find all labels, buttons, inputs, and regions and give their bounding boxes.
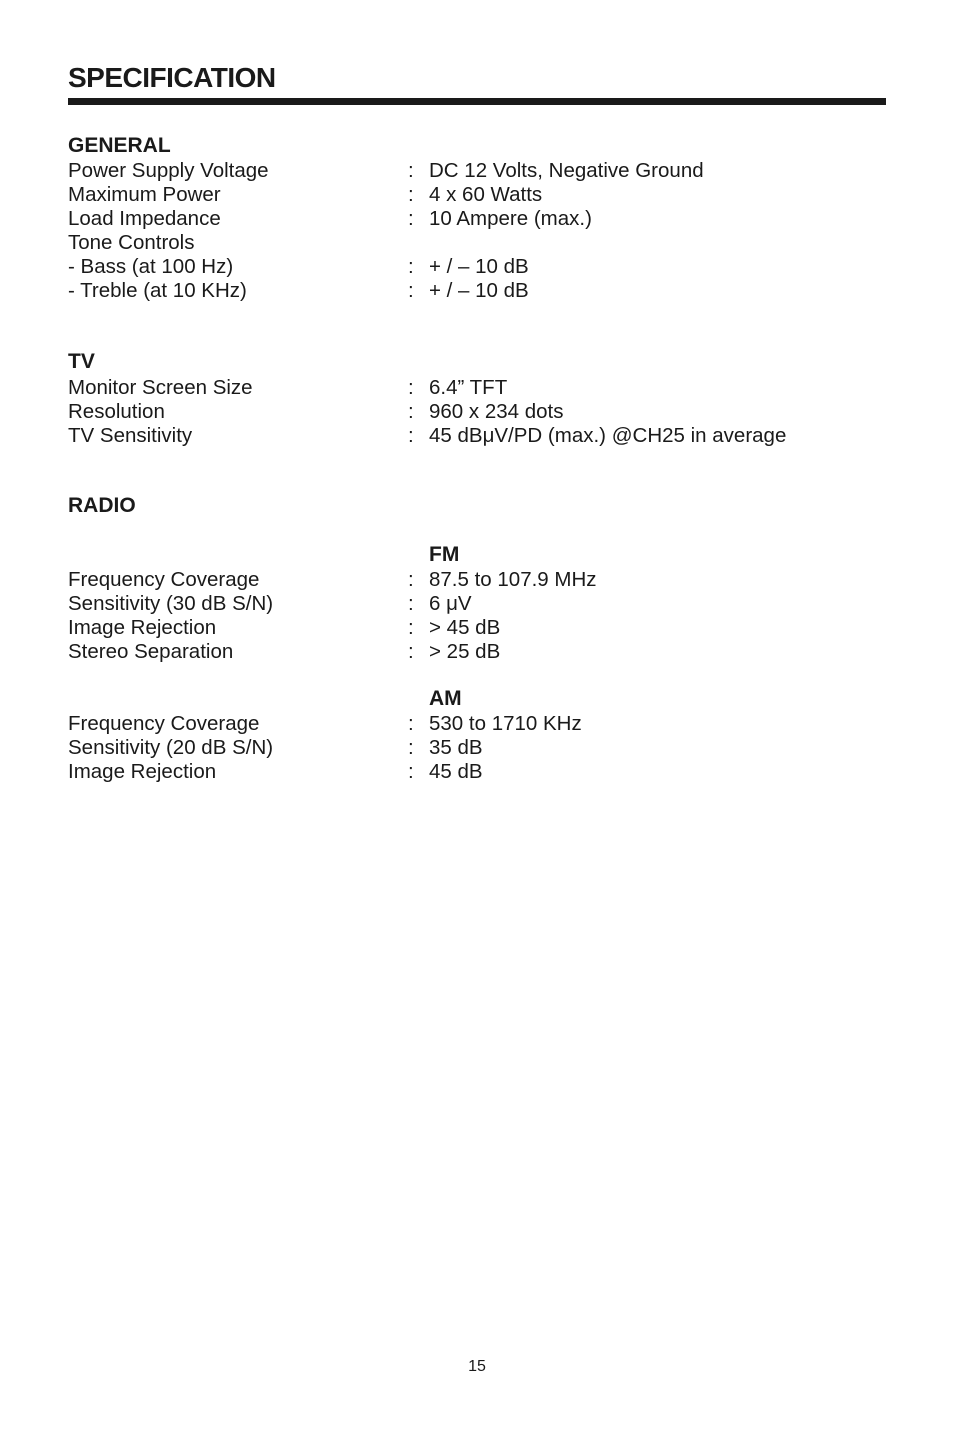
general-spec-list <box>68 159 886 303</box>
page-title: SPECIFICATION <box>68 62 276 93</box>
spec-label: Monitor Screen Size <box>68 376 253 399</box>
spec-colon: : <box>408 760 414 783</box>
spec-row <box>68 183 886 207</box>
spec-label: Resolution <box>68 400 165 423</box>
spec-row <box>68 207 886 231</box>
spec-colon: : <box>408 712 414 735</box>
spec-value: 10 Ampere (max.) <box>429 207 592 230</box>
spec-value: DC 12 Volts, Negative Ground <box>429 159 704 182</box>
spec-colon: : <box>408 640 414 663</box>
spec-label: Load Impedance <box>68 207 221 230</box>
spec-colon: : <box>408 255 414 278</box>
spec-row <box>68 712 886 736</box>
general-heading: GENERAL <box>68 134 171 157</box>
spec-row <box>68 279 886 303</box>
spec-row <box>68 592 886 616</box>
spec-colon: : <box>408 183 414 206</box>
spec-row <box>68 760 886 784</box>
spec-value: 87.5 to 107.9 MHz <box>429 568 597 591</box>
fm-heading: FM <box>429 543 460 566</box>
spec-value: 960 x 234 dots <box>429 400 564 423</box>
spec-value: 45 dB <box>429 760 483 783</box>
spec-value: > 45 dB <box>429 616 501 639</box>
spec-row <box>68 616 886 640</box>
spec-label: Power Supply Voltage <box>68 159 269 182</box>
spec-value: + / – 10 dB <box>429 255 529 278</box>
spec-label: TV Sensitivity <box>68 424 193 447</box>
spec-row <box>68 376 886 400</box>
spec-value: 6 μV <box>429 592 472 615</box>
spec-colon: : <box>408 736 414 759</box>
spec-colon: : <box>408 616 414 639</box>
spec-row <box>68 255 886 279</box>
spec-value: 6.4” TFT <box>429 376 508 399</box>
spec-colon: : <box>408 279 414 302</box>
spec-label: Tone Controls <box>68 231 195 254</box>
fm-spec-list <box>68 568 886 664</box>
spec-value: 4 x 60 Watts <box>429 183 543 206</box>
spec-colon: : <box>408 376 414 399</box>
spec-label: Image Rejection <box>68 760 217 783</box>
spec-label: Maximum Power <box>68 183 221 206</box>
spec-row <box>68 736 886 760</box>
spec-colon: : <box>408 207 414 230</box>
radio-heading: RADIO <box>68 494 136 517</box>
title-divider <box>68 98 886 105</box>
spec-label: - Treble (at 10 KHz) <box>68 279 247 302</box>
tv-heading: TV <box>68 350 95 373</box>
am-heading: AM <box>429 687 462 710</box>
spec-row <box>68 640 886 664</box>
tv-spec-list <box>68 376 886 448</box>
spec-row <box>68 159 886 183</box>
spec-colon: : <box>408 400 414 423</box>
spec-colon: : <box>408 159 414 182</box>
spec-value: 530 to 1710 KHz <box>429 712 582 735</box>
spec-label: Sensitivity (30 dB S/N) <box>68 592 274 615</box>
spec-label: Image Rejection <box>68 616 217 639</box>
spec-label: Stereo Separation <box>68 640 234 663</box>
page-number: 15 <box>468 1358 486 1375</box>
spec-value: + / – 10 dB <box>429 279 529 302</box>
spec-value: > 25 dB <box>429 640 501 663</box>
spec-row <box>68 400 886 424</box>
spec-colon: : <box>408 568 414 591</box>
spec-colon: : <box>408 592 414 615</box>
spec-row <box>68 231 886 255</box>
spec-row <box>68 424 886 448</box>
spec-label: Frequency Coverage <box>68 712 260 735</box>
spec-row <box>68 568 886 592</box>
spec-label: Frequency Coverage <box>68 568 260 591</box>
spec-label: Sensitivity (20 dB S/N) <box>68 736 274 759</box>
spec-colon: : <box>408 424 414 447</box>
spec-label: - Bass (at 100 Hz) <box>68 255 234 278</box>
spec-value: 45 dBμV/PD (max.) @CH25 in average <box>429 424 787 447</box>
am-spec-list <box>68 712 886 784</box>
spec-value: 35 dB <box>429 736 483 759</box>
